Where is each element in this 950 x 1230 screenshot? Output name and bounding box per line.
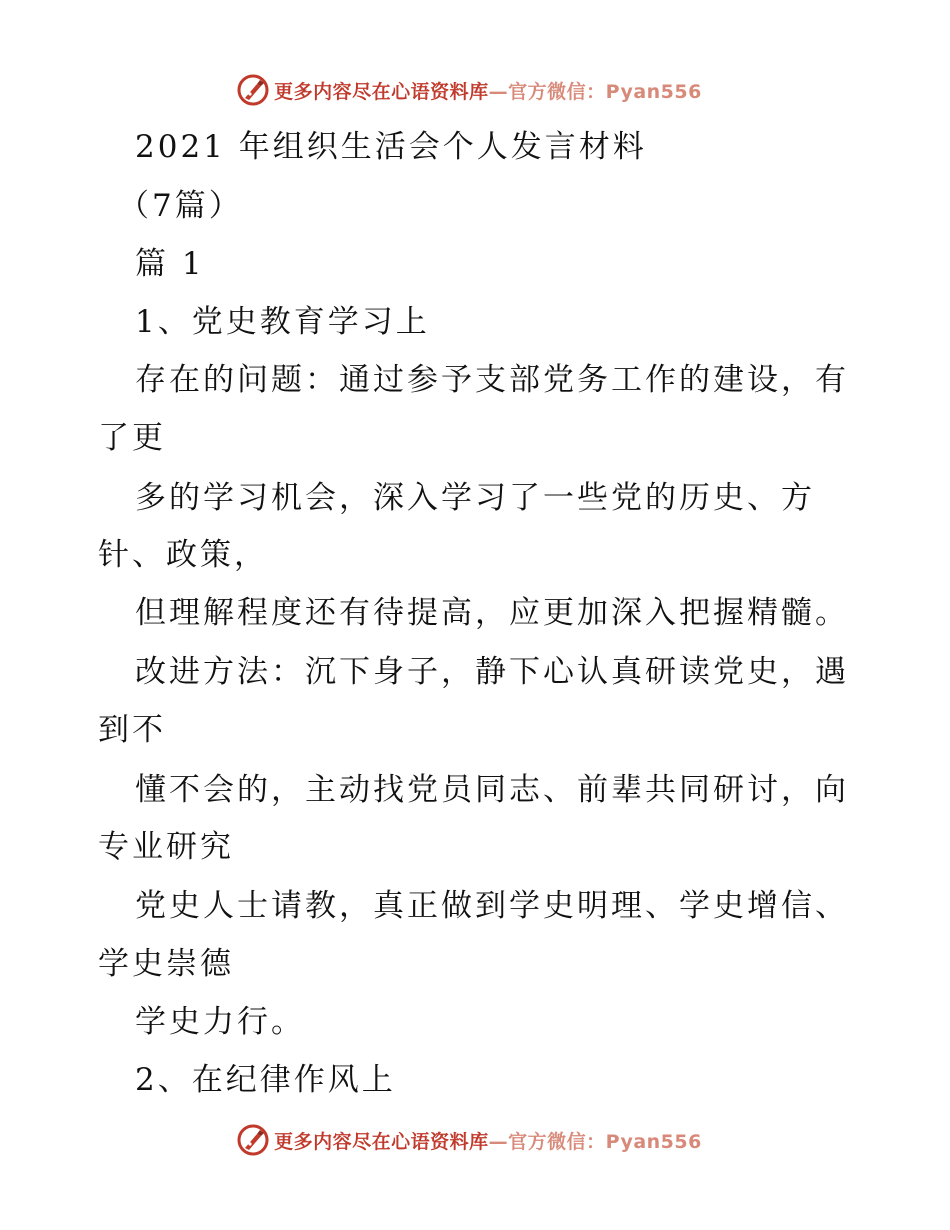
paragraph-line: 多的学习机会，深入学习了一些党的历史、方	[135, 480, 815, 516]
paragraph-line: 存在的问题：通过参予支部党务工作的建设，有	[135, 362, 849, 398]
watermark-content	[236, 73, 702, 107]
watermark-suffix: —官方微信：Pyan556	[488, 1130, 702, 1153]
watermark-suffix: —官方微信：Pyan556	[488, 80, 702, 103]
item-heading: 2、在纪律作风上	[135, 1062, 396, 1098]
header-watermark	[0, 70, 950, 110]
watermark-text: 更多内容尽在心语资料库	[274, 80, 489, 103]
fountain-pen-logo-icon	[236, 73, 270, 107]
paragraph-line: 到不	[98, 712, 166, 748]
watermark-content	[236, 1123, 702, 1157]
paragraph-line: 党史人士请教，真正做到学史明理、学史增信、	[135, 888, 849, 924]
paragraph-line: 了更	[98, 420, 166, 456]
paragraph-line: 改进方法：沉下身子，静下心认真研读党史，遇	[135, 654, 849, 690]
paragraph-line: 但理解程度还有待提高，应更加深入把握精髓。	[135, 595, 849, 631]
document-title: 2021 年组织生活会个人发言材料	[135, 129, 647, 165]
footer-watermark	[0, 1120, 950, 1160]
item-heading: 1、党史教育学习上	[135, 304, 430, 340]
paragraph-line: 学史力行。	[135, 1004, 305, 1040]
fountain-pen-logo-icon	[236, 1123, 270, 1157]
paragraph-line: 懂不会的，主动找党员同志、前辈共同研讨，向	[135, 772, 849, 808]
section-heading: 篇 1	[135, 246, 205, 282]
watermark-text: 更多内容尽在心语资料库	[274, 1130, 489, 1153]
document-subtitle: （7篇）	[118, 188, 243, 224]
paragraph-line: 针、政策，	[98, 537, 268, 573]
paragraph-line: 学史崇德	[98, 946, 234, 982]
paragraph-line: 专业研究	[98, 829, 234, 865]
